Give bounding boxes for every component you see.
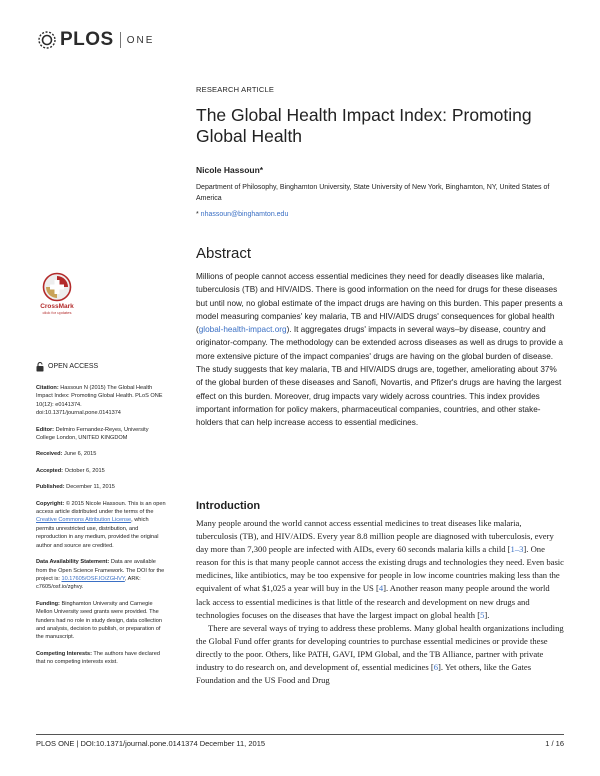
intro-p1-text-d: ].	[484, 609, 490, 620]
email-prefix: *	[196, 211, 201, 218]
introduction-body	[196, 517, 564, 687]
article-author[interactable]: Nicole Hassoun*	[196, 165, 264, 175]
abstract-text-part-1: Millions of people cannot access essential medicines they need for deadly diseases like malaria, tuberculosis (TB) and HIV/AIDS. There is good information on the need for drugs for these diseases but until now, no global estimate of the impact drugs are having on this burden. This paper presents a model measuring companies' key malaria, TB and HIV/AIDS drugs' consequences for global health (	[196, 272, 563, 335]
editor-block	[36, 426, 168, 443]
crossmark-label: CrossMark	[40, 303, 74, 310]
osf-doi-link[interactable]: 10.17605/OSF.IO/ZGHVY	[61, 575, 125, 582]
corresponding-email	[196, 211, 288, 218]
funding-text: Binghamton University and Carnegie Mellon University seed grants were provided. The funders had no role in study design, data collection and analysis, decision to publish, or preparation of the manuscript.	[36, 600, 162, 641]
citation-ref-6[interactable]: 6	[433, 662, 438, 673]
open-lock-icon	[36, 362, 44, 372]
competing-interests-text: The authors have declared that no competing interests exist.	[36, 650, 160, 666]
received-label: Received:	[36, 451, 63, 458]
intro-p1-text-b: ]. One reason for this is that many people cannot access the existing drugs and technologies they need. Even basic medicines, like antibiotics, may be too expensive for people in low income countries making less than the equivalent of what $1,025 a year will buy in the US [	[196, 544, 564, 594]
published-label: Published:	[36, 484, 65, 491]
introduction-heading: Introduction	[196, 500, 261, 512]
editor-text: Delmiro Fernandez-Reyes, University College London, UNITED KINGDOM	[36, 426, 149, 442]
received-date: June 6, 2015	[62, 451, 97, 458]
article-info-sidebar	[36, 362, 168, 675]
data-availability-block	[36, 558, 168, 592]
logo-plos-text: PLOS	[60, 29, 114, 50]
citation-ref-1-3[interactable]: 1–3	[510, 544, 524, 555]
accepted-label: Accepted:	[36, 467, 64, 474]
copyright-label: Copyright:	[36, 500, 65, 507]
intro-p2-text-a: There are several ways of trying to address these problems. Many global health organizations including the Global Fund offer grants for developing countries to purchase essential medicines or provide these directly to the poor. Others, like PATH, GAVI, IPM Global, and the TB Alliance, partner with private industry to do research on, and development of, essential medicines [	[196, 622, 564, 673]
citation-text: Hassoun N (2015) The Global Health Impact Index: Promoting Global Health. PLoS ONE 10(12): e0141374. doi:10.1371/journal.pone.0141374	[36, 385, 163, 417]
published-block	[36, 483, 168, 491]
email-link[interactable]: nhassoun@binghamton.edu	[200, 211, 289, 218]
competing-interests-label: Competing Interests:	[36, 650, 92, 657]
logo-one-text: ONE	[126, 34, 155, 46]
citation-block	[36, 384, 168, 418]
intro-p1-text-a: Many people around the world cannot access essential medicines to treat diseases like malaria, tuberculosis (TB), and HIV/AIDS. Every year 8.8 million people are diagnosed with tuberculosis, every day more than 7,300 people are infected with AIDs, every 60 seconds malaria kills a child [	[196, 518, 554, 555]
abstract-heading: Abstract	[196, 245, 252, 262]
funding-label: Funding:	[36, 600, 60, 607]
citation-ref-5[interactable]: 5	[480, 609, 485, 620]
published-date: December 11, 2015	[64, 484, 115, 491]
accepted-block	[36, 467, 168, 475]
page-number: 1 / 16	[545, 739, 564, 748]
competing-interests-block	[36, 650, 168, 667]
global-health-impact-link[interactable]: global-health-impact.org	[198, 325, 287, 335]
plos-one-logo[interactable]	[36, 30, 154, 50]
accepted-date: October 6, 2015	[63, 467, 105, 474]
footer-citation: PLOS ONE | DOI:10.1371/journal.pone.0141374 December 11, 2015	[36, 739, 266, 748]
intro-p1-text-c: ]. Another reason many people around the world lack access to essential medicines is that little of the research and development on new drugs and technologies focuses on the diseases that have the largest impact on global health [	[196, 583, 550, 620]
citation-ref-4[interactable]: 4	[378, 583, 384, 594]
cc-license-link[interactable]: Creative Commons Attribution License	[36, 517, 132, 524]
abstract-text-part-2: ). It aggregates drugs' impacts in several ways–by disease, country and originator-company. The methodology can be extended across diseases as well as drugs to provide a more extensive picture of the impact companies' drugs are having on the global burden of disease. The study suggests that key malaria, TB and HIV/AIDS drugs are, together, ameliorating about 37% of the global burden of these diseases and Sanofi, Novartis, and Pfizer's drugs are having the largest effect on this burden. Moreover, drug impacts vary widely across countries. This index provides important information for policy makers, pharmaceutical companies, countries, and other stake-holders that can help increase access to essential medicines.	[196, 325, 563, 428]
funding-block	[36, 600, 168, 642]
open-access-label: OPEN ACCESS	[48, 362, 99, 370]
crossmark-sublabel: click for updates	[42, 310, 72, 315]
copyright-text-1: © 2015 Nicole Hassoun. This is an open access article distributed under the terms of the	[36, 500, 166, 516]
intro-paragraph-2	[196, 622, 564, 687]
intro-paragraph-1	[196, 517, 564, 622]
copyright-text-2: , which permits unrestricted use, distribution, and reproduction in any medium, provided the original author and source are credited.	[36, 517, 159, 549]
received-block	[36, 450, 168, 458]
intro-p2-text-b: ]. Yet others, like the Gates Foundation and the US Food and Drug	[196, 662, 532, 686]
copyright-block	[36, 500, 168, 550]
article-type: RESEARCH ARTICLE	[196, 85, 275, 94]
author-affiliation: Department of Philosophy, Binghamton University, State University of New York, Binghamton, NY, United States of America	[196, 184, 550, 202]
data-availability-text-1: Data are available from the Open Science Framework. The DOI for the project is:	[36, 559, 165, 582]
plos-logo-icon	[36, 30, 58, 50]
abstract-text	[196, 270, 564, 430]
crossmark-icon	[42, 272, 72, 302]
data-availability-label: Data Availability Statement:	[36, 559, 110, 566]
editor-label: Editor:	[36, 426, 55, 433]
citation-label: Citation:	[36, 385, 59, 391]
crossmark-badge[interactable]	[36, 272, 78, 315]
logo-divider	[120, 32, 121, 48]
page-footer	[36, 734, 564, 748]
open-access-badge	[36, 362, 168, 372]
article-title: The Global Health Impact Index: Promoting Global Health	[196, 105, 532, 146]
data-availability-text-2: , ARK: c7605/osf.io/zghvy.	[36, 575, 141, 591]
